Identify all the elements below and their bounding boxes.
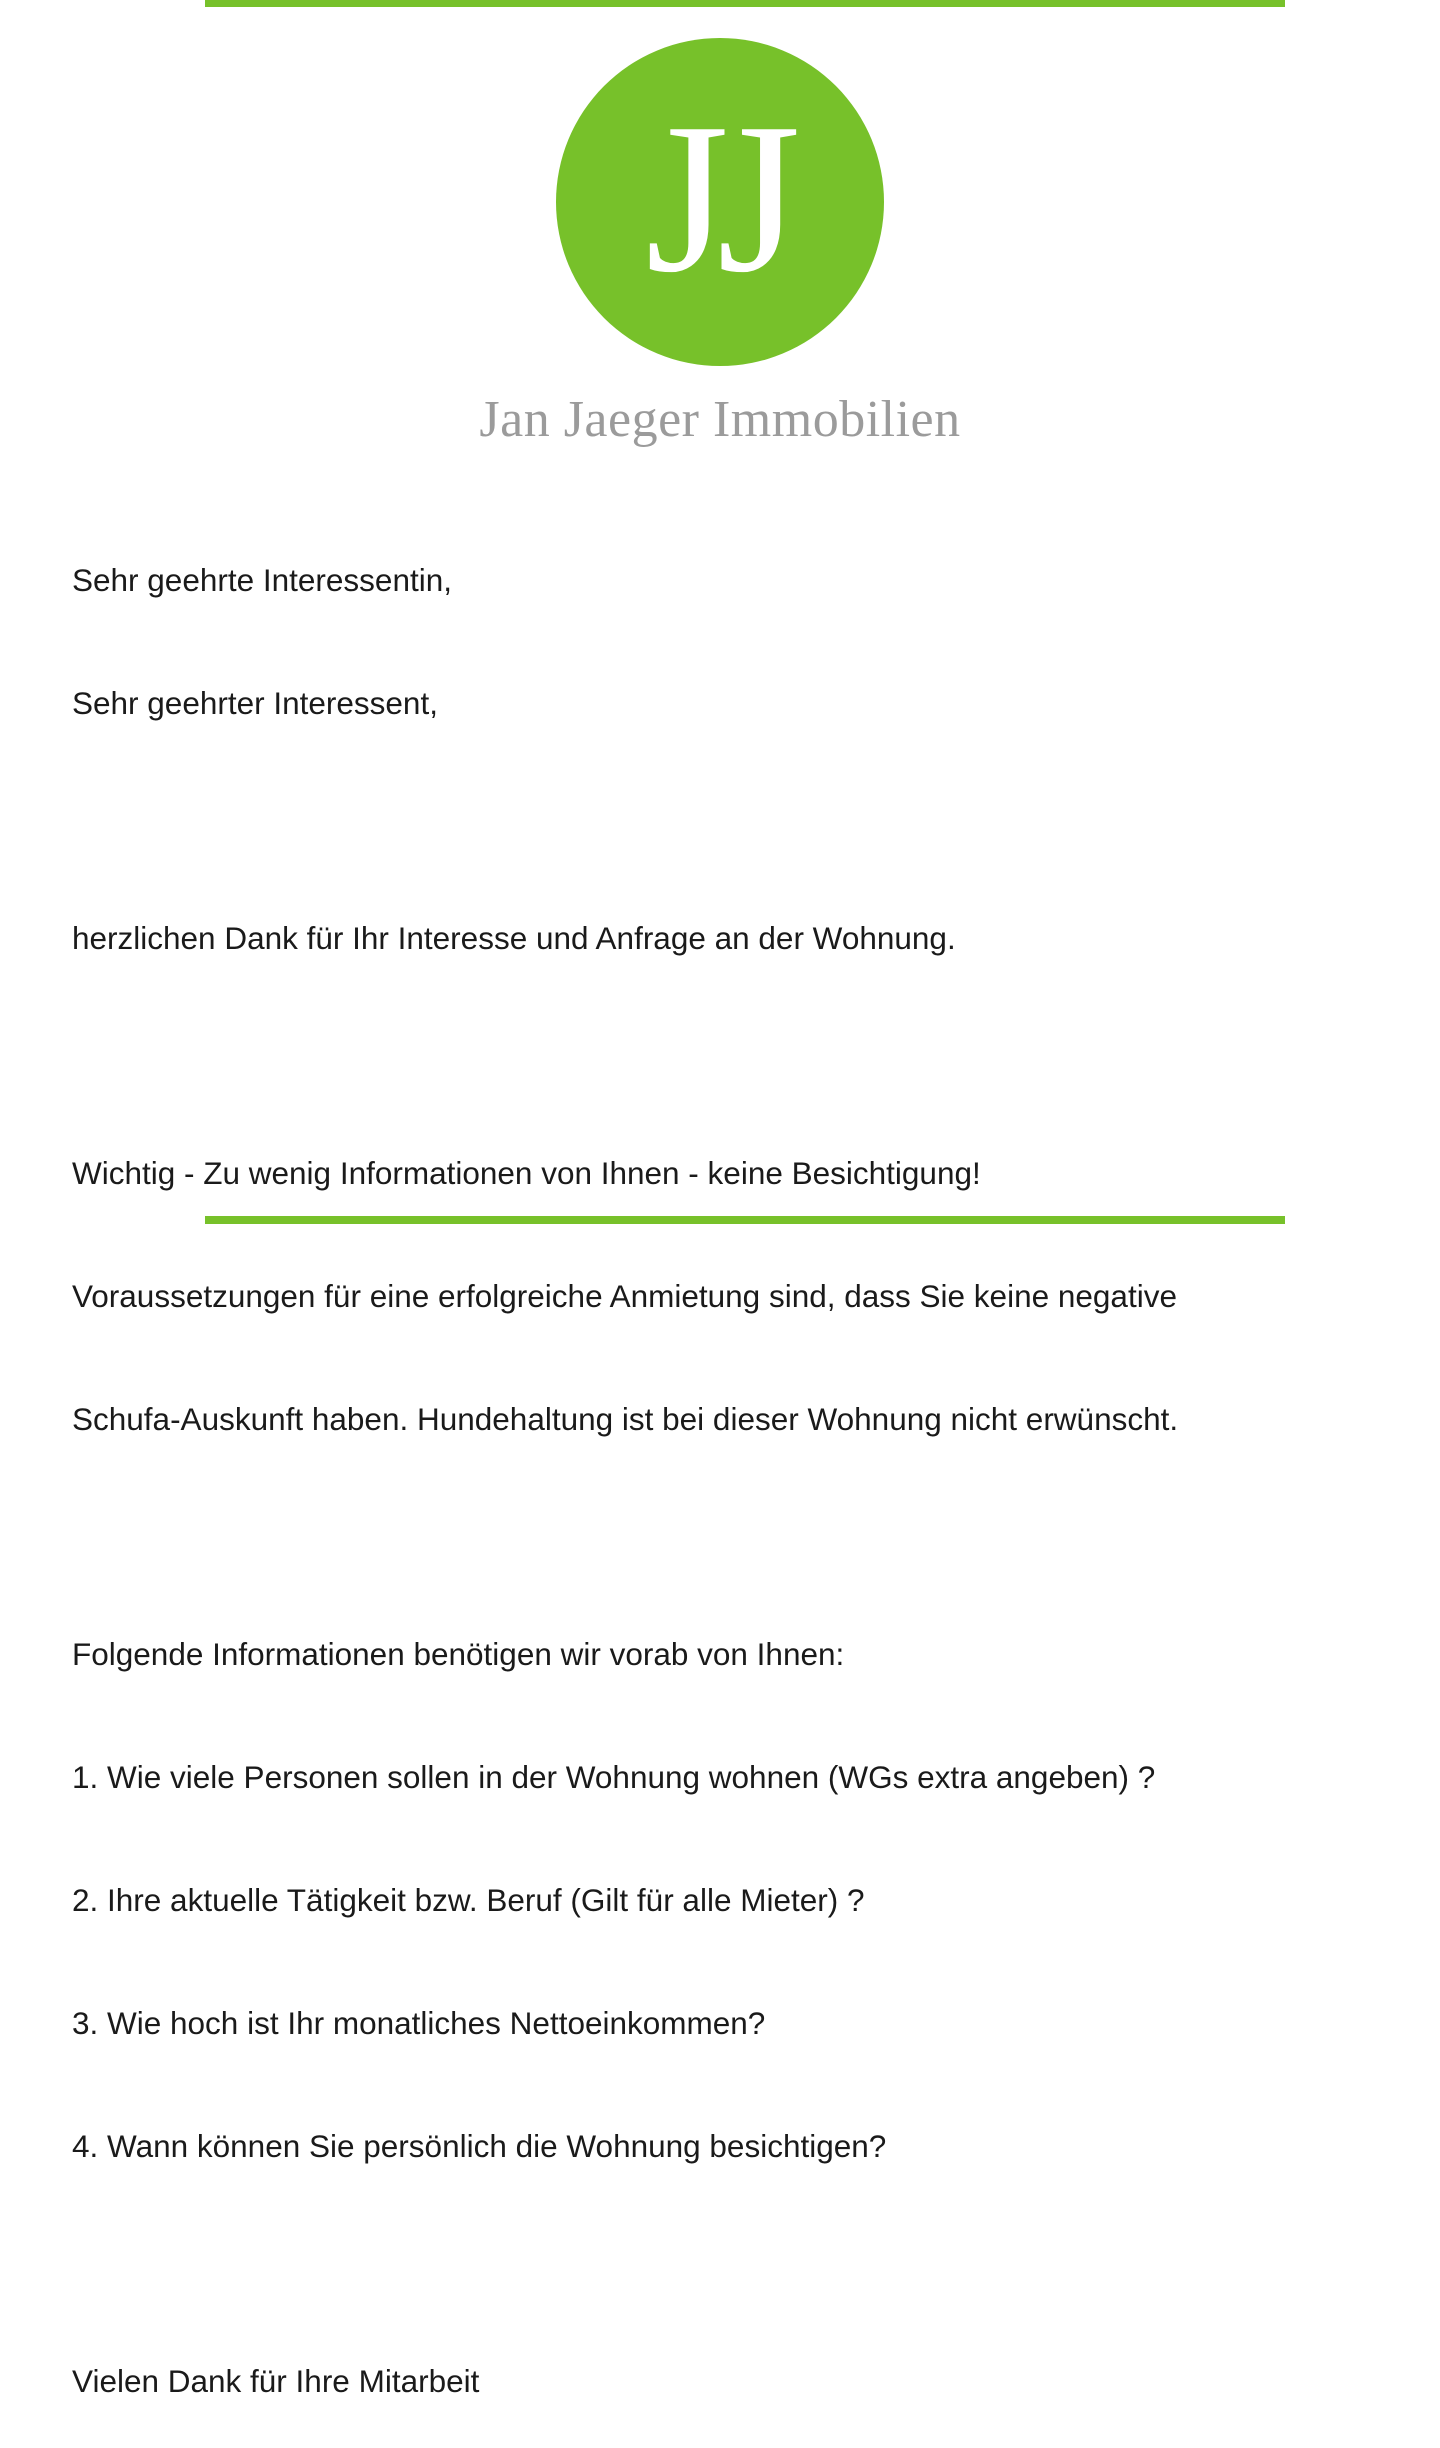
- logo-monogram-text: JJ: [645, 77, 789, 317]
- thanks-paragraph: [72, 836, 1402, 1041]
- notice-line-2: Voraussetzungen für eine erfolgreiche Anmietung sind, dass Sie keine negative: [72, 1278, 1177, 1314]
- bottom-accent-bar: [205, 1216, 1285, 1224]
- notice-line-3: Schufa-Auskunft haben. Hundehaltung ist bei dieser Wohnung nicht erwünscht.: [72, 1401, 1179, 1437]
- question-item: 3. Wie hoch ist Ihr monatliches Nettoeinkommen?: [72, 2005, 766, 2041]
- salutation-line-1: Sehr geehrte Interessentin,: [72, 562, 452, 598]
- notice-line-1: Wichtig - Zu wenig Informationen von Ihnen - keine Besichtigung!: [72, 1155, 981, 1191]
- questions-paragraph: [72, 1552, 1402, 2249]
- salutation: [72, 478, 1402, 806]
- question-item: 2. Ihre aktuelle Tätigkeit bzw. Beruf (Gilt für alle Mieter) ?: [72, 1882, 865, 1918]
- brand-name: Jan Jaeger Immobilien: [479, 391, 961, 448]
- brand-header: [0, 38, 1440, 449]
- top-accent-bar: [205, 0, 1285, 7]
- notice-paragraph: [72, 1071, 1402, 1522]
- closing-line: Vielen Dank für Ihre Mitarbeit: [72, 2363, 480, 2399]
- logo-circle: [556, 38, 884, 366]
- questions-intro: Folgende Informationen benötigen wir vorab von Ihnen:: [72, 1636, 845, 1672]
- closing-paragraph: [72, 2279, 1402, 2448]
- letter-body: [72, 478, 1402, 2448]
- question-item: 1. Wie viele Personen sollen in der Wohnung wohnen (WGs extra angeben) ?: [72, 1759, 1156, 1795]
- question-item: 4. Wann können Sie persönlich die Wohnung besichtigen?: [72, 2128, 887, 2164]
- salutation-line-2: Sehr geehrter Interessent,: [72, 685, 438, 721]
- thanks-line: herzlichen Dank für Ihr Interesse und Anfrage an der Wohnung.: [72, 920, 956, 956]
